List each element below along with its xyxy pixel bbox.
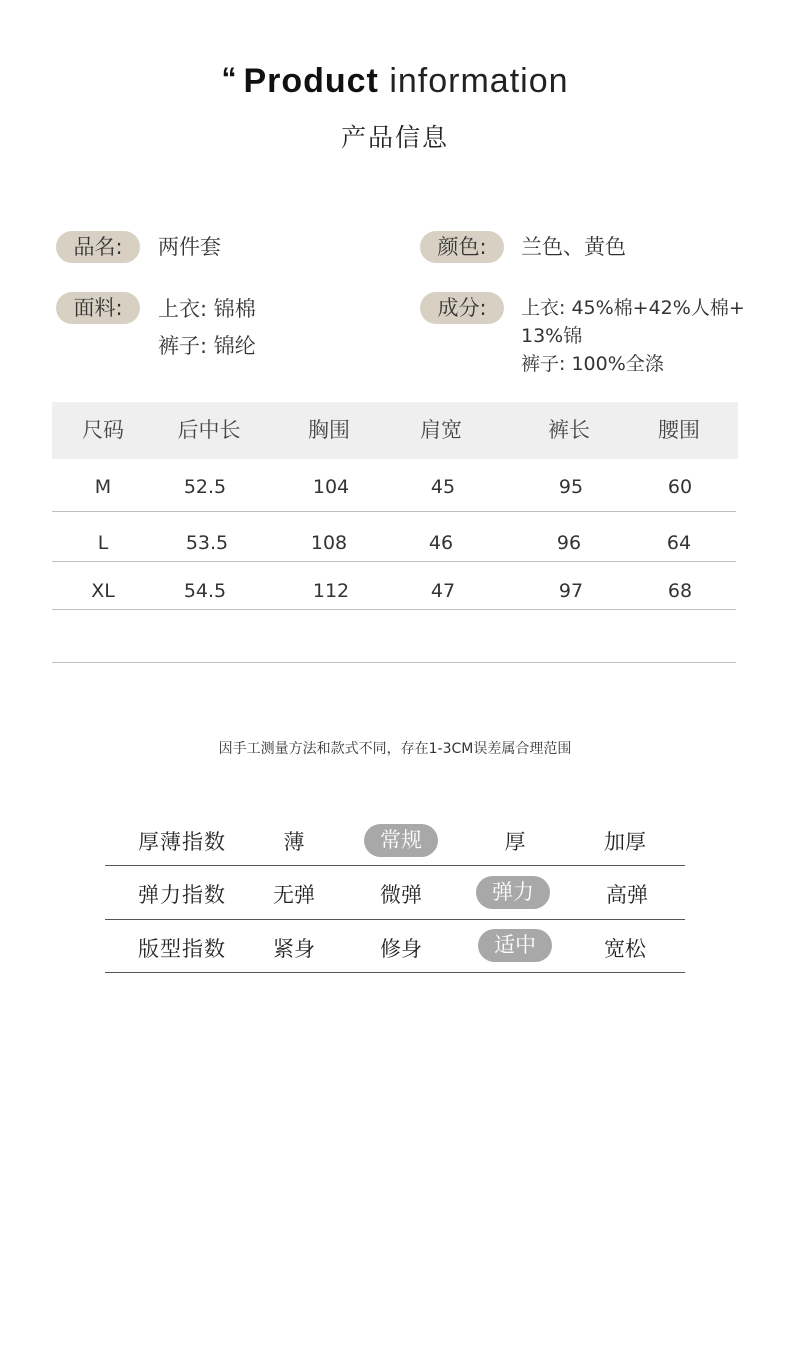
color-badge: 颜色: [420, 231, 504, 263]
thickness-option: 加厚 [604, 830, 646, 854]
header-back-length: 后中长 [177, 418, 241, 442]
cell-back-length: 53.5 [185, 532, 229, 554]
measurement-note: 因手工测量方法和款式不同，存在1-3CM误差属合理范围 [218, 741, 572, 757]
fit-option: 修身 [380, 937, 422, 961]
composition-line-2: 13%锦 [521, 325, 583, 347]
cell-pants-length: 96 [556, 532, 582, 554]
cell-pants-length: 95 [558, 476, 584, 498]
elasticity-option: 无弹 [273, 883, 315, 907]
cell-size: M [94, 476, 112, 498]
index-divider [105, 865, 685, 866]
fabric-line-top: 上衣: 锦棉 [158, 297, 256, 321]
elasticity-option: 微弹 [380, 883, 422, 907]
quote-mark: “ [221, 62, 238, 95]
composition-line-3: 裤子: 100%全涤 [521, 353, 664, 375]
fabric-badge: 面料: [56, 292, 140, 324]
elasticity-option: 高弹 [606, 883, 648, 907]
composition-badge: 成分: [420, 292, 504, 324]
cell-shoulder: 46 [428, 532, 454, 554]
cell-waist: 64 [666, 532, 692, 554]
cell-size: L [97, 532, 109, 554]
fit-option: 宽松 [604, 937, 646, 961]
cell-shoulder: 47 [430, 580, 456, 602]
title-light: information [389, 62, 569, 100]
cell-size: XL [91, 580, 115, 602]
thickness-selected: 常规 [364, 824, 438, 857]
cell-chest: 108 [310, 532, 348, 554]
cell-chest: 104 [312, 476, 350, 498]
elasticity-label: 弹力指数 [138, 883, 226, 907]
thickness-option: 厚 [504, 830, 526, 854]
color-value: 兰色、黄色 [521, 235, 626, 259]
fabric-line-pants: 裤子: 锦纶 [158, 334, 256, 358]
size-table-header [52, 402, 738, 459]
cell-waist: 60 [667, 476, 693, 498]
header-waist: 腰围 [658, 418, 700, 442]
cell-chest: 112 [312, 580, 350, 602]
table-bottom-line [52, 662, 736, 663]
name-badge: 品名: [56, 231, 140, 263]
index-table [105, 812, 685, 974]
index-divider [105, 919, 685, 920]
header-shoulder: 肩宽 [420, 418, 462, 442]
row-divider [52, 561, 736, 562]
header-pants-length: 裤长 [548, 418, 590, 442]
elasticity-selected: 弹力 [476, 876, 550, 909]
cell-shoulder: 45 [430, 476, 456, 498]
title-bold: Product [243, 62, 379, 100]
cell-pants-length: 97 [558, 580, 584, 602]
name-value: 两件套 [158, 235, 221, 259]
page-subtitle: 产品信息 [340, 123, 449, 152]
index-bottom-line [105, 972, 685, 973]
fit-selected: 适中 [478, 929, 552, 962]
cell-back-length: 54.5 [183, 580, 227, 602]
header-size: 尺码 [82, 418, 124, 442]
thickness-option: 薄 [283, 830, 305, 854]
row-divider [52, 609, 736, 610]
cell-back-length: 52.5 [183, 476, 227, 498]
composition-line-1: 上衣: 45%棉+42%人棉+ [521, 297, 745, 319]
fit-label: 版型指数 [138, 937, 226, 961]
thickness-label: 厚薄指数 [138, 830, 226, 854]
row-divider [52, 511, 736, 512]
fit-option: 紧身 [273, 937, 315, 961]
cell-waist: 68 [667, 580, 693, 602]
page-title [0, 62, 790, 101]
header-chest: 胸围 [308, 418, 350, 442]
